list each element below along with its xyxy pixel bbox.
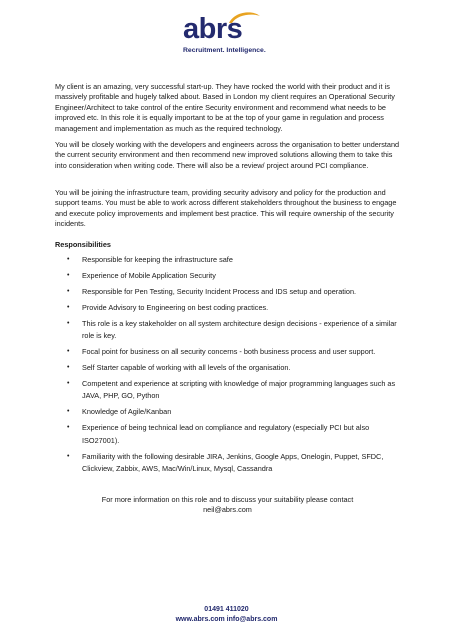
contact-text: For more information on this role and to discuss your suitability please contact <box>101 495 354 504</box>
list-item: • Responsible for Pen Testing, Security Incident Process and IDS setup and operation. <box>55 286 400 299</box>
bullet-icon: • <box>67 303 70 311</box>
list-item: • Focal point for business on all security concerns - both business process and user support. <box>55 346 400 359</box>
list-item: • Responsible for keeping the infrastructure safe <box>55 254 400 267</box>
list-item: • Experience of Mobile Application Security <box>55 270 400 283</box>
list-item: • This role is a key stakeholder on all system architecture design decisions - experience of a similar role is key. <box>67 318 397 341</box>
bullet-icon: • <box>67 348 70 356</box>
list-item: • Self Starter capable of working with all levels of the organisation. <box>55 362 400 375</box>
footer-phone: 01491 411020 <box>204 606 249 613</box>
intro-paragraph: My client is an amazing, very successful start-up. They have rocked the world with their product and it is massively profitable and hugely talked about. Based in London my client requires an Operational Security Engineer/Architect to take control of the entire Security environment and recommend what needs to be improved etc. In this role it is equally important to be at the top of your game in regulation and process management and implementation as much as the required technology. <box>55 82 395 133</box>
contact-block <box>55 495 400 516</box>
bullet-icon: • <box>67 379 70 387</box>
list-item: • Familiarity with the following desirable JIRA, Jenkins, Google Apps, Onelogin, Puppet, SFDC, Clickview, Zabbix, AWS, Mac/Win/Linux, Mysql, Cassandra <box>67 451 384 474</box>
collaboration-paragraph: You will be closely working with the developers and engineers across the organisation to better understand the current security environment and then recommend new improved solutions allowing them to take this into consideration when writing code. There will also be a review/ project around PCI compliance. <box>55 140 400 170</box>
list-item: • Provide Advisory to Engineering on best coding practices. <box>55 302 400 315</box>
list-item: • Competent and experience at scripting with knowledge of major programming languages such as JAVA, PHP, GO, Python <box>67 378 396 401</box>
bullet-icon: • <box>67 256 70 263</box>
bullet-icon: • <box>67 363 70 371</box>
logo-wordmark: abrs <box>183 13 243 45</box>
footer-web-links[interactable]: www.abrs.com info@abrs.com <box>175 616 278 624</box>
bullet-icon: • <box>67 319 70 327</box>
bullet-icon: • <box>67 452 70 460</box>
footer <box>0 605 453 626</box>
abrs-logo <box>183 10 273 56</box>
bullet-icon: • <box>67 408 70 416</box>
bullet-icon: • <box>67 287 70 295</box>
list-item: • Knowledge of Agile/Kanban <box>55 406 400 419</box>
contact-email-link[interactable]: neil@abrs.com <box>203 505 252 515</box>
bullet-icon: • <box>67 271 70 279</box>
logo-tagline: Recruitment. Intelligence. <box>183 47 266 54</box>
infrastructure-paragraph: You will be joining the infrastructure team, providing security advisory and policy for the production and support teams. You must be able to work across different stakeholders throughout the business to engage and execute policy improvements and implement best practice. This will require ownership of the security incidents. <box>55 188 397 229</box>
list-item: • Experience of being technical lead on compliance and regulatory (especially PCI but also ISO27001). <box>67 423 370 445</box>
responsibilities-list <box>55 254 400 479</box>
bullet-icon: • <box>67 424 70 432</box>
responsibilities-heading: Responsibilities <box>55 240 111 249</box>
